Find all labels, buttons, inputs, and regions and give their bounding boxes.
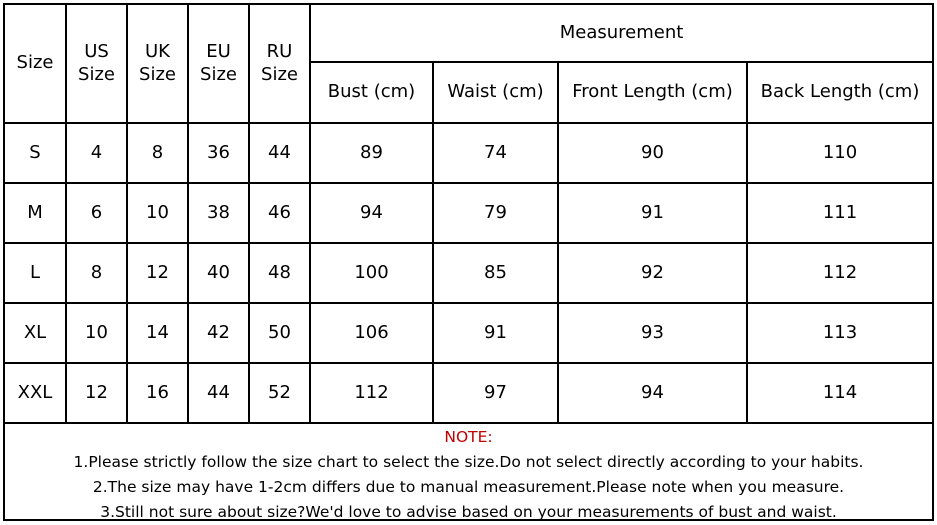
note-section <box>5 424 932 525</box>
cell-ru-size: 52 <box>249 363 310 423</box>
table-row <box>5 183 932 243</box>
cell-eu-size: 38 <box>188 183 249 243</box>
table-body <box>5 123 932 423</box>
cell-uk-size: 16 <box>127 363 188 423</box>
table-row <box>5 363 932 423</box>
cell-front-length: 93 <box>558 303 747 363</box>
cell-us-size: 8 <box>66 243 127 303</box>
cell-size: S <box>5 123 66 183</box>
header-measurement: Measurement <box>310 5 932 62</box>
cell-uk-size: 12 <box>127 243 188 303</box>
note-line: 3.Still not sure about size?We'd love to advise based on your measurements of bust and waist. <box>100 503 837 521</box>
cell-back-length: 112 <box>747 243 932 303</box>
cell-size: M <box>5 183 66 243</box>
cell-front-length: 92 <box>558 243 747 303</box>
table-row <box>5 303 932 363</box>
cell-ru-size: 48 <box>249 243 310 303</box>
header-us-size: US Size <box>66 5 127 123</box>
cell-back-length: 113 <box>747 303 932 363</box>
cell-us-size: 10 <box>66 303 127 363</box>
header-size: Size <box>5 5 66 123</box>
cell-bust: 112 <box>310 363 433 423</box>
cell-us-size: 6 <box>66 183 127 243</box>
cell-waist: 91 <box>433 303 558 363</box>
header-ru-size: RU Size <box>249 5 310 123</box>
cell-back-length: 111 <box>747 183 932 243</box>
cell-waist: 74 <box>433 123 558 183</box>
cell-us-size: 4 <box>66 123 127 183</box>
cell-eu-size: 40 <box>188 243 249 303</box>
cell-eu-size: 42 <box>188 303 249 363</box>
cell-bust: 106 <box>310 303 433 363</box>
note-line: 2.The size may have 1-2cm differs due to manual measurement.Please note when you measure. <box>92 478 845 496</box>
cell-us-size: 12 <box>66 363 127 423</box>
cell-ru-size: 46 <box>249 183 310 243</box>
cell-uk-size: 10 <box>127 183 188 243</box>
cell-eu-size: 44 <box>188 363 249 423</box>
note-title: NOTE: <box>444 428 493 446</box>
header-uk-size: UK Size <box>127 5 188 123</box>
cell-bust: 100 <box>310 243 433 303</box>
cell-ru-size: 44 <box>249 123 310 183</box>
cell-uk-size: 14 <box>127 303 188 363</box>
cell-back-length: 110 <box>747 123 932 183</box>
size-chart <box>3 3 934 521</box>
cell-size: XL <box>5 303 66 363</box>
header-row <box>5 5 932 62</box>
cell-waist: 97 <box>433 363 558 423</box>
cell-front-length: 91 <box>558 183 747 243</box>
header-front-length: Front Length (cm) <box>558 62 747 123</box>
header-back-length: Back Length (cm) <box>747 62 932 123</box>
cell-front-length: 94 <box>558 363 747 423</box>
header-waist: Waist (cm) <box>433 62 558 123</box>
table-row <box>5 123 932 183</box>
cell-waist: 79 <box>433 183 558 243</box>
cell-bust: 89 <box>310 123 433 183</box>
cell-front-length: 90 <box>558 123 747 183</box>
cell-bust: 94 <box>310 183 433 243</box>
note-line: 1.Please strictly follow the size chart to select the size.Do not select directly according to your habits. <box>73 453 864 471</box>
table-row <box>5 243 932 303</box>
cell-uk-size: 8 <box>127 123 188 183</box>
cell-size: L <box>5 243 66 303</box>
header-eu-size: EU Size <box>188 5 249 123</box>
cell-ru-size: 50 <box>249 303 310 363</box>
cell-eu-size: 36 <box>188 123 249 183</box>
cell-waist: 85 <box>433 243 558 303</box>
size-table <box>5 5 932 424</box>
cell-back-length: 114 <box>747 363 932 423</box>
cell-size: XXL <box>5 363 66 423</box>
header-bust: Bust (cm) <box>310 62 433 123</box>
